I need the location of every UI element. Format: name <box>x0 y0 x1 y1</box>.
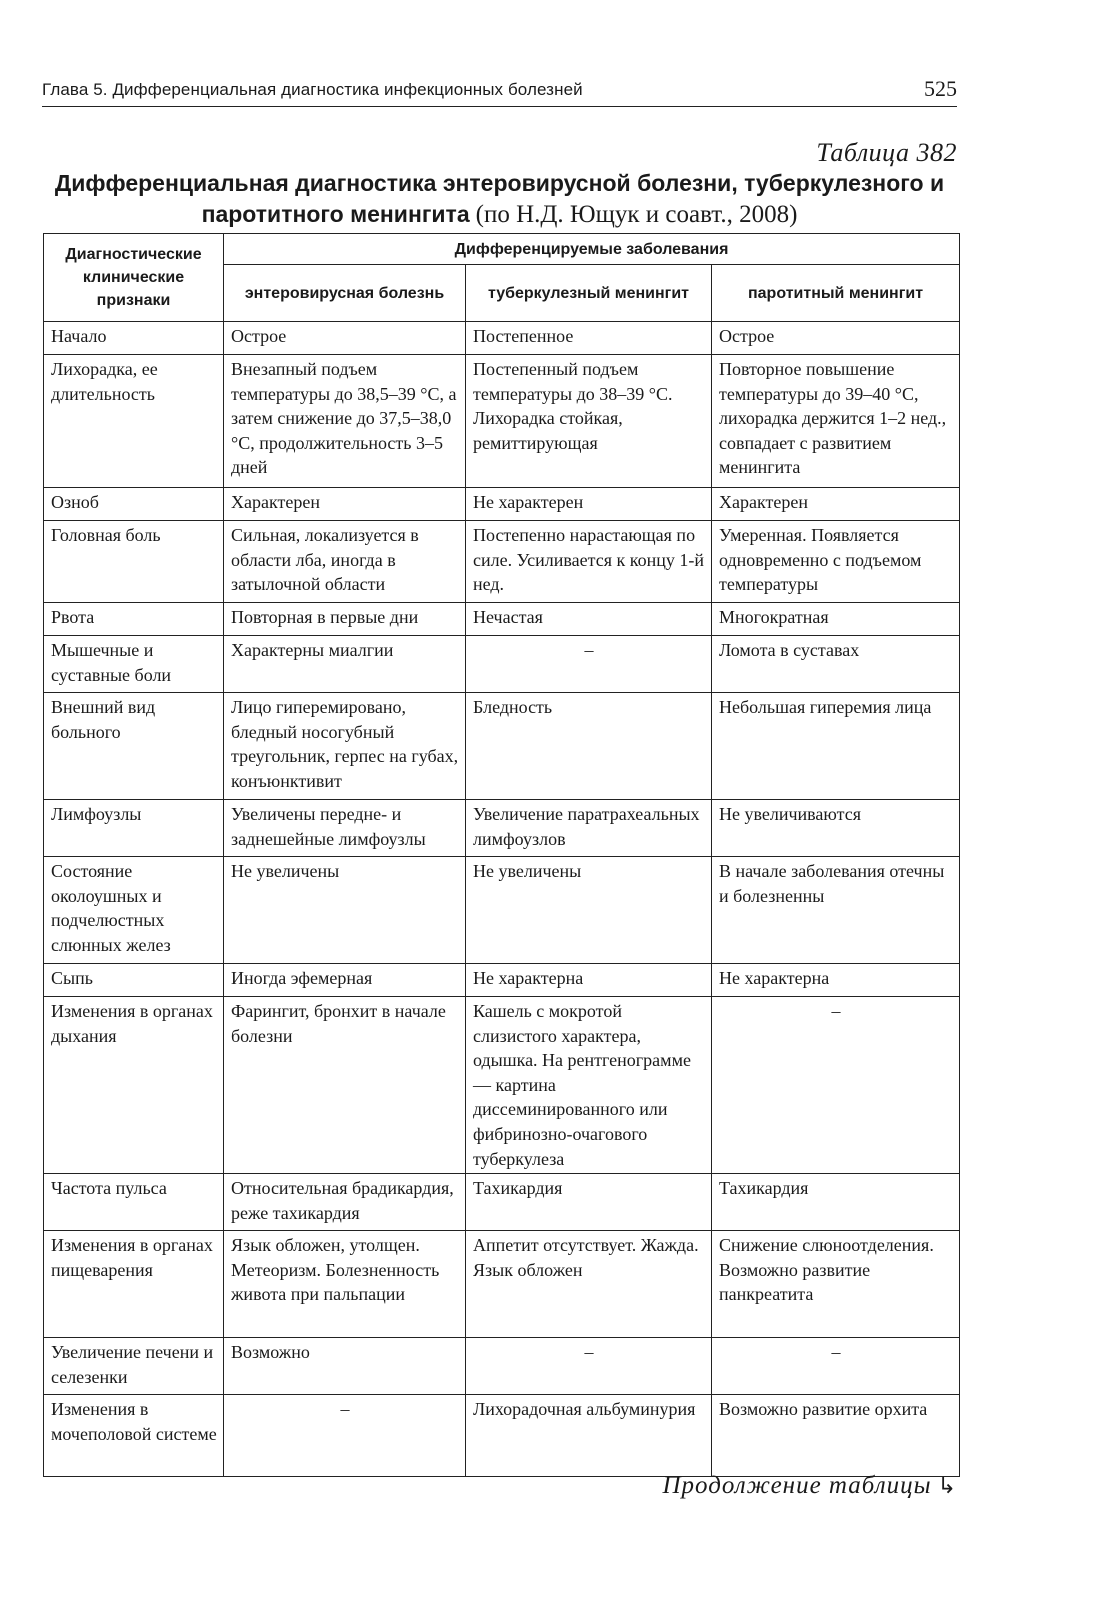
table-cell: Нечастая <box>466 603 712 636</box>
col-header-enterovirus: энтеровирусная болезнь <box>224 265 466 322</box>
row-sign-cell: Состояние околоушных и подчелюстных слюнных желез <box>44 857 224 964</box>
table-cell: Тахикардия <box>466 1174 712 1231</box>
table-cell: Острое <box>224 322 466 355</box>
running-title: Глава 5. Дифференциальная диагностика инфекционных болезней <box>42 80 583 99</box>
row-sign-cell: Мышечные и суставные боли <box>44 636 224 693</box>
table-cell: Лицо гиперемировано, бледный носогубный треугольник, герпес на губах, конъюнктивит <box>224 693 466 800</box>
table-cell: Увеличены передне- и заднешейные лимфоузлы <box>224 800 466 857</box>
table-row <box>44 964 960 997</box>
table-cell: Иногда эфемерная <box>224 964 466 997</box>
col-header-signs: Диагностические клинические признаки <box>44 234 224 322</box>
table-cell: Характерен <box>712 488 960 521</box>
table-cell: Увеличение паратрахеальных лимфоузлов <box>466 800 712 857</box>
table-row <box>44 997 960 1174</box>
row-sign-cell: Внешний вид больного <box>44 693 224 800</box>
table-row <box>44 355 960 488</box>
table-cell: – <box>712 1338 960 1395</box>
table-cell: – <box>466 636 712 693</box>
continuation-note <box>663 1472 958 1500</box>
table-cell: Фарингит, бронхит в начале болезни <box>224 997 466 1174</box>
diagnosis-table <box>43 233 960 1477</box>
table-row <box>44 1338 960 1395</box>
table-title <box>42 168 957 230</box>
table-row <box>44 1231 960 1338</box>
table-cell: Не увеличены <box>224 857 466 964</box>
row-sign-cell: Увеличение печени и селезенки <box>44 1338 224 1395</box>
table-cell: Сильная, локализуется в области лба, иногда в затылочной области <box>224 521 466 603</box>
row-sign-cell: Изменения в органах пищеварения <box>44 1231 224 1338</box>
table-cell: Относительная брадикардия, реже тахикардия <box>224 1174 466 1231</box>
row-sign-cell: Лихорадка, ее длительность <box>44 355 224 488</box>
page-number: 525 <box>924 76 957 101</box>
table-row <box>44 322 960 355</box>
table-body <box>44 322 960 1477</box>
table-cell: Постепенное <box>466 322 712 355</box>
table-cell: Небольшая гиперемия лица <box>712 693 960 800</box>
table-cell: Постепенный подъем температуры до 38–39 °С. Лихорадка стойкая, ремиттирующая <box>466 355 712 488</box>
col-header-tuberculous: туберкулезный менингит <box>466 265 712 322</box>
table-cell: Острое <box>712 322 960 355</box>
row-sign-cell: Рвота <box>44 603 224 636</box>
row-sign-cell: Сыпь <box>44 964 224 997</box>
table-row <box>44 603 960 636</box>
table-cell: – <box>712 997 960 1174</box>
table-cell: В начале заболевания отечны и болезненны <box>712 857 960 964</box>
table-cell: Кашель с мокротой слизистого характера, одышка. На рентгенограмме — картина диссеминированного или фибринозно-очагового туберкулеза <box>466 997 712 1174</box>
table-row <box>44 521 960 603</box>
row-sign-cell: Изменения в органах дыхания <box>44 997 224 1174</box>
row-sign-cell: Лимфоузлы <box>44 800 224 857</box>
table-cell: Снижение слюноотделения. Возможно развитие панкреатита <box>712 1231 960 1338</box>
table-row <box>44 800 960 857</box>
table-cell: Многократная <box>712 603 960 636</box>
table-cell: Постепенно нарастающая по силе. Усиливается к концу 1-й нед. <box>466 521 712 603</box>
table-row <box>44 693 960 800</box>
table-cell: Характерен <box>224 488 466 521</box>
table-row <box>44 488 960 521</box>
col-header-mumps: паротитный менингит <box>712 265 960 322</box>
table-row <box>44 1174 960 1231</box>
table-row <box>44 857 960 964</box>
table-cell: Язык обложен, утолщен. Метеоризм. Болезненность живота при пальпации <box>224 1231 466 1338</box>
table-cell: Не увеличиваются <box>712 800 960 857</box>
table-cell: Не увеличены <box>466 857 712 964</box>
table-cell: Внезапный подъем температуры до 38,5–39 °С, а затем снижение до 37,5–38,0 °С, продолжительность 3–5 дней <box>224 355 466 488</box>
row-sign-cell: Частота пульса <box>44 1174 224 1231</box>
col-header-group: Дифференцируемые заболевания <box>224 234 960 265</box>
row-sign-cell: Головная боль <box>44 521 224 603</box>
table-row <box>44 1395 960 1477</box>
row-sign-cell: Начало <box>44 322 224 355</box>
table-label: Таблица 382 <box>816 138 957 167</box>
table-cell: Бледность <box>466 693 712 800</box>
table-cell: Лихорадочная альбуминурия <box>466 1395 712 1477</box>
table-cell: Аппетит отсутствует. Жажда. Язык обложен <box>466 1231 712 1338</box>
table-cell: Повторное повышение температуры до 39–40 °С, лихорадка держится 1–2 нед., совпадает с развитием менингита <box>712 355 960 488</box>
row-sign-cell: Изменения в мочеполовой системе <box>44 1395 224 1477</box>
table-cell: Умеренная. Появляется одновременно с подъемом температуры <box>712 521 960 603</box>
table-cell: Возможно <box>224 1338 466 1395</box>
table-title-source: (по Н.Д. Ющук и соавт., 2008) <box>475 201 798 228</box>
table-cell: Повторная в первые дни <box>224 603 466 636</box>
table-cell: Характерны миалгии <box>224 636 466 693</box>
running-head <box>42 74 957 107</box>
table-cell: Возможно развитие орхита <box>712 1395 960 1477</box>
table-cell: Тахикардия <box>712 1174 960 1231</box>
row-sign-cell: Озноб <box>44 488 224 521</box>
table-row <box>44 636 960 693</box>
table-cell: Не характерна <box>712 964 960 997</box>
table-cell: – <box>224 1395 466 1477</box>
table-cell: Ломота в суставах <box>712 636 960 693</box>
table-cell: – <box>466 1338 712 1395</box>
table-cell: Не характерна <box>466 964 712 997</box>
table-title-main: Дифференциальная диагностика энтеровирусной болезни, туберкулезного и паротитного менингита <box>54 170 945 227</box>
continuation-label: Продолжение таблицы <box>662 1472 932 1499</box>
table-cell: Не характерен <box>466 488 712 521</box>
turn-arrow-icon: ↳ <box>937 1473 957 1498</box>
